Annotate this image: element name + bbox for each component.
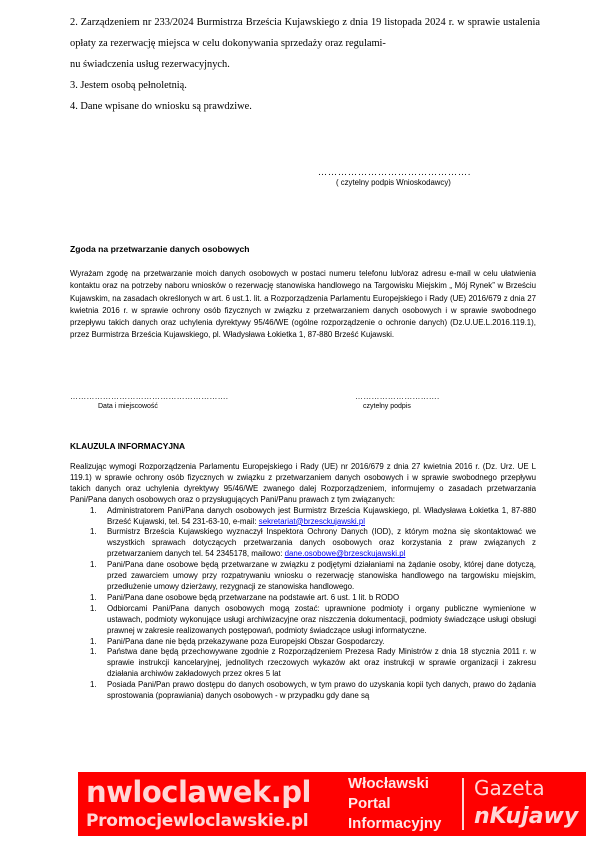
consent-signature-line: …………………………. <box>355 392 440 401</box>
clause-item-number: 1. <box>90 505 97 515</box>
clause-item-number: 1. <box>90 560 97 570</box>
banner-portal-line1: Włocławski <box>348 775 429 792</box>
date-place-field <box>70 393 230 410</box>
date-place-caption: Data i miejscowość <box>98 403 158 410</box>
clause-item <box>70 637 536 648</box>
statements-section <box>70 12 540 117</box>
clause-list <box>70 506 536 702</box>
clause-item <box>70 647 536 680</box>
clause-item-email-link[interactable]: dane.osobowe@brzesckujawski.pl <box>284 549 406 559</box>
statement-3: 3. Jestem osobą pełnoletnią. <box>70 80 187 91</box>
banner-gazeta-line1: Gazeta <box>474 776 545 800</box>
consent-signature-field <box>355 393 475 410</box>
clause-item-number: 1. <box>90 603 97 613</box>
clause-item-number: 1. <box>90 636 97 646</box>
clause-item-text: Pani/Pana dane nie będą przekazywane poza Europejski Obszar Gospodarczy. <box>107 636 385 646</box>
clause-item <box>70 593 536 604</box>
clause-item <box>70 680 536 702</box>
banner-portal <box>346 772 464 838</box>
statement-4: 4. Dane wpisane do wniosku są prawdziwe. <box>70 101 252 112</box>
clause-item-text: Administratorem Pani/Pana danych osobowych jest Burmistrz Brześcia Kujawskiego, pl. Władysława Łokietka 1, 87-880 Brześć Kujawski, tel. 54 231-63-10, e-mail: <box>107 505 536 526</box>
consent-text: Wyrażam zgodę na przetwarzanie moich danych osobowych w postaci numeru telefonu lub/oraz adresu e-mail w celu ułatwienia kontaktu oraz na potrzeby naboru wniosków o rezerwację stanowiska handlowego na Targowisku Miejskim „ Mój Rynek” w Brześciu Kujawskim, na zasadach określonych w art. 6 ust.1. lit. a Rozporządzenia Parlamentu Europejskiego i Rady (UE) 2016/679 z dnia 27 kwietnia 2016 r. w sprawie ochrony osób fizycznych w związku z przetwarzaniem danych osobowych i w sprawie swobodnego przepływu takich danych oraz uchylenia dyrektywy 95/46/WE (ogólne rozporządzenie o ochronie danych) (Dz.U.UE.L.2016.119.1), przez Burmistrza Brześcia Kujawskiego, pl. Władysława Łokietka 1, 87-880 Brześć Kujawski. <box>70 269 536 340</box>
clause-title: KLAUZULA INFORMACYJNA <box>70 441 186 451</box>
banner-divider <box>462 778 464 830</box>
applicant-signature <box>318 167 498 187</box>
clause-item-number: 1. <box>90 647 97 657</box>
clause-item-number: 1. <box>90 680 97 690</box>
clause-intro: Realizując wymogi Rozporządzenia Parlamentu Europejskiego i Rady (UE) nr 2016/679 z dnia 27 kwietnia 2016 r. (Dz. Urz. UE L 119.1) w sprawie ochrony osób fizycznych w związku z przetwarzaniem danych osobowych i w sprawie swobodnego przepływu takich danych oraz uchylenia dyrektywy 95/46/WE zwanego dalej Rozporządzeniem, informujemy o zasadach przetwarzania Pani/Pana danych osobowych oraz o przysługujących Pani/Panu prawach z tym związanych: <box>70 462 536 504</box>
statement-2 <box>70 12 540 54</box>
consent-title: Zgoda na przetwarzanie danych osobowych <box>70 244 250 254</box>
clause-item-email-link[interactable]: sekretariat@brzesckujawski.pl <box>258 516 365 526</box>
clause-item-text: Pani/Pana dane osobowe będą przetwarzane na podstawie art. 6 ust. 1 lit. b RODO <box>107 592 400 602</box>
clause-item <box>70 560 536 593</box>
clause-item-text: Posiada Pani/Pan prawo dostępu do danych osobowych, w tym prawo do uzyskania kopii tych danych, prawo do żądania sprostowania (poprawiania) danych osobowych - w przypadku gdy dane są <box>107 680 536 701</box>
banner-site-sub: Promocjewloclawskie.pl <box>86 811 309 831</box>
banner-portal-line3: Informacyjny <box>348 815 442 832</box>
statement-2-cont: nu świadczenia usług rezerwacyjnych. <box>70 59 230 70</box>
date-place-line: …………………………………………………. <box>70 392 229 401</box>
clause-section <box>70 462 536 702</box>
watermark-banner <box>78 772 586 836</box>
clause-item <box>70 506 536 528</box>
clause-item-text: Pani/Pana dane osobowe będą przetwarzane w związku z podjętymi działaniami na żądanie osoby, której dane dotyczą, przed zawarciem umowy przy rozpatrywaniu wniosku o rezerwację stanowiska handlowego na targowisku miejskim, przedłużenie umowy dzierżawy, rezygnacji ze stanowiska handlowego. <box>107 560 536 591</box>
clause-item-text: Burmistrz Brześcia Kujawskiego wyznaczył Inspektora Ochrony Danych (IOD), z którym można się skontaktować we wszystkich sprawach dotyczących przetwarzania danych osobowych oraz korzystania z praw związanych z przetwarzaniem danych tel. 54 2345178, mailowo: <box>107 527 536 559</box>
applicant-signature-line: ………………………………………. <box>318 167 472 177</box>
clause-item-text: Państwa dane będą przechowywane zgodnie z Rozporządzeniem Prezesa Rady Ministrów z dnia 18 stycznia 2011 r. w sprawie instrukcji kancelaryjnej, jednolitych rzeczowych wykazów akt oraz instrukcji w sprawie organizacji i zakresu działania archiwów zakładowych przez okres 5 lat <box>107 647 536 679</box>
banner-portal-line2: Portal <box>348 795 391 812</box>
clause-item <box>70 604 536 637</box>
banner-gazeta-line2: nKujawy <box>474 804 579 829</box>
clause-item-text: Odbiorcami Pani/Pana danych osobowych mogą zostać: uprawnione podmioty i organy publiczne wymienione w ustawach, podmioty wykonujące usługi archiwizacyjne oraz niszczenia dokumentacji, podmioty świadczące usługi obsługi prawnej w zakresie realizowanych postępowań, podmioty świadczące usługi informatyczne. <box>107 603 536 635</box>
banner-site-block <box>78 772 340 836</box>
clause-item-number: 1. <box>90 527 97 537</box>
clause-item-number: 1. <box>90 592 97 602</box>
banner-site-name: nwloclawek.pl <box>86 775 311 809</box>
banner-gazeta <box>468 772 586 836</box>
consent-signature-caption: czytelny podpis <box>363 403 411 410</box>
clause-item <box>70 527 536 560</box>
applicant-signature-caption: ( czytelny podpis Wnioskodawcy) <box>336 178 451 187</box>
statement-2-text: 2. Zarządzeniem nr 233/2024 Burmistrza Brześcia Kujawskiego z dnia 19 listopada 2024 r. w sprawie ustalenia opłaty za rezerwację miejsca w celu dokonywania sprzedaży oraz regulami- <box>70 17 540 49</box>
